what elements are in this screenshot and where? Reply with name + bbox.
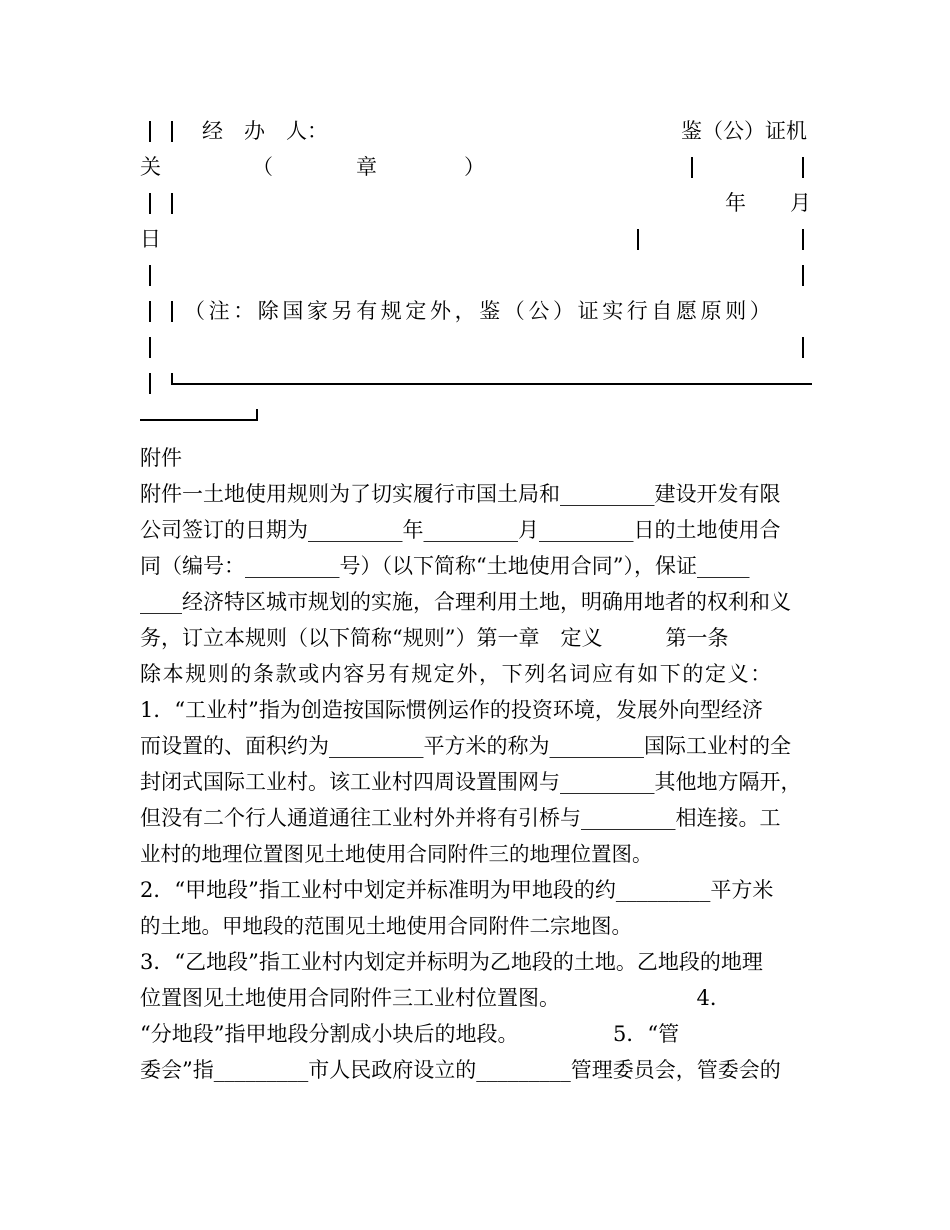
table-border-corner xyxy=(256,409,258,421)
paragraph-line: 但没有二个行人通道通往工业村外并将有引桥与_________相连接。工 xyxy=(140,806,781,830)
table-border-inner xyxy=(171,193,173,214)
paragraph-line: 同（编号：_________号）（以下简称“土地使用合同”），保证_____ xyxy=(140,554,750,578)
table-border-inner xyxy=(171,121,173,142)
table-border-left xyxy=(149,121,151,142)
paragraph-line: 业村的地理位置图见土地使用合同附件三的地理位置图。 xyxy=(140,842,653,866)
paragraph-line: 附件一土地使用规则为了切实履行市国土局和_________建设开发有限 xyxy=(140,482,781,506)
paragraph-line: 委会”指_________市人民政府设立的_________管理委员会，管委会的 xyxy=(140,1058,781,1082)
notary-org-label: 鉴（公）证机 xyxy=(681,119,807,143)
table-border-right xyxy=(802,265,804,286)
table-border-right xyxy=(802,157,804,178)
month-label: 月 xyxy=(790,191,811,215)
handler-label: 经 办 人： xyxy=(202,119,328,143)
table-border-left xyxy=(149,337,151,358)
paragraph-line: ____经济特区城市规划的实施，合理利用土地，明确用地者的权利和义 xyxy=(140,590,791,614)
year-label: 年 xyxy=(725,191,746,215)
table-border-left xyxy=(149,265,151,286)
day-label: 日 xyxy=(140,227,161,251)
paragraph-line: 除本规则的条款或内容另有规定外，下列名词应有如下的定义： xyxy=(140,662,773,686)
paragraph-line: 的土地。甲地段的范围见土地使用合同附件二宗地图。 xyxy=(140,914,632,938)
seal-paren-close: ） xyxy=(464,155,485,179)
table-border-right xyxy=(637,229,639,250)
paragraph-line: 而设置的、面积约为_________平方米的称为_________国际工业村的全 xyxy=(140,734,791,758)
table-border-left xyxy=(149,193,151,214)
paragraph-line: 封闭式国际工业村。该工业村四周设置围网与_________其他地方隔开， xyxy=(140,770,802,794)
paragraph-line: 务，订立本规则（以下简称“规则”）第一章 定义 第一条 xyxy=(140,626,729,650)
table-border-left xyxy=(149,301,151,322)
seal-paren-open: （ xyxy=(252,155,273,179)
table-border-right xyxy=(802,229,804,250)
voluntary-note: （注：除国家另有规定外，鉴（公）证实行自愿原则） xyxy=(184,299,775,323)
table-border-inner xyxy=(171,301,173,322)
seal-label: 章 xyxy=(356,155,377,179)
table-border-right xyxy=(691,157,693,178)
paragraph-line: 3．“乙地段”指工业村内划定并标明为乙地段的土地。乙地段的地理 xyxy=(140,950,763,974)
notary-org-label-cont: 关 xyxy=(140,155,161,179)
table-border-bottom xyxy=(171,383,812,385)
paragraph-line: 位置图见土地使用合同附件三工业村位置图。 4． xyxy=(140,986,731,1010)
paragraph-line: 公司签订的日期为_________年_________月_________日的土地使用合 xyxy=(140,518,781,542)
paragraph-line: 1．“工业村”指为创造按国际惯例运作的投资环境，发展外向型经济 xyxy=(140,698,763,722)
attachment-heading: 附件 xyxy=(140,446,182,470)
paragraph-line: 2．“甲地段”指工业村中划定并标准明为甲地段的约_________平方米 xyxy=(140,878,774,902)
table-border-left xyxy=(149,373,151,394)
table-border-right xyxy=(802,337,804,358)
paragraph-line: “分地段”指甲地段分割成小块后的地段。 5．“管 xyxy=(140,1022,680,1046)
table-border-bottom xyxy=(140,419,258,421)
